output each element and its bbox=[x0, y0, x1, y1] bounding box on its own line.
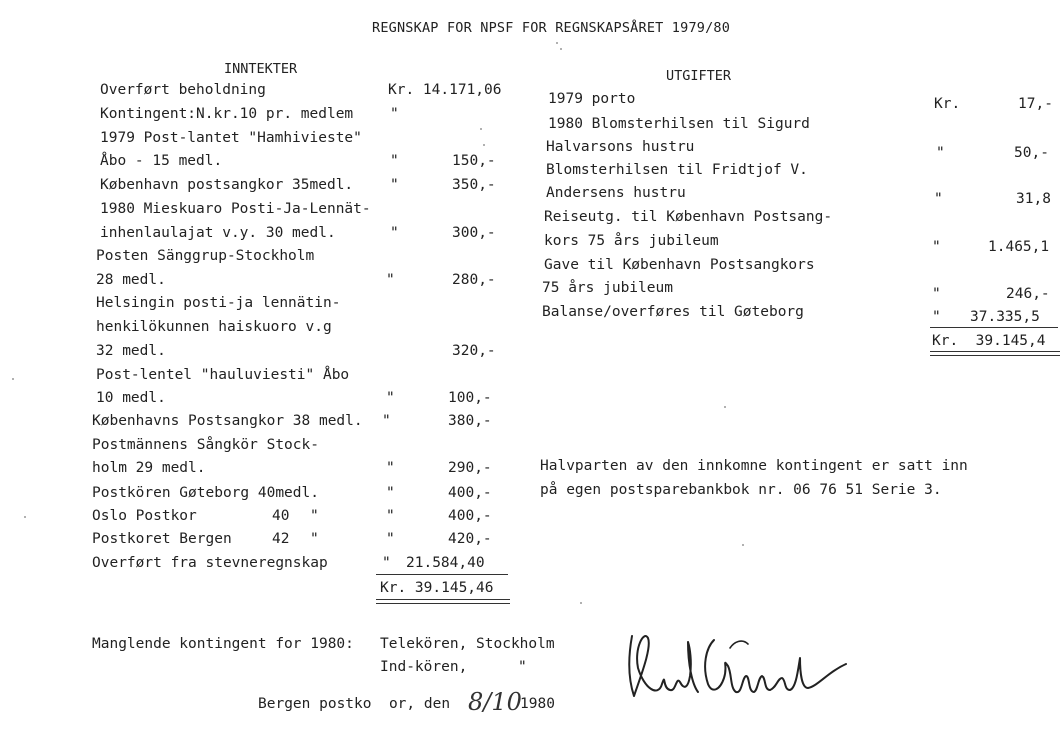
ditto-mark: " bbox=[390, 177, 399, 193]
missing-dues-label: Manglende kontingent for 1980: bbox=[92, 636, 354, 652]
expense-total-rule bbox=[930, 351, 1060, 352]
handwritten-date: 8/10 bbox=[468, 688, 522, 716]
expense-line: Reiseutg. til København Postsang- bbox=[544, 209, 833, 225]
income-amount: 300,- bbox=[452, 225, 496, 241]
missing-dues-item: Telekören, Stockholm bbox=[380, 636, 555, 652]
expense-line: Andersens hustru bbox=[546, 185, 686, 201]
expense-line: Gave til København Postsangkors bbox=[544, 257, 815, 273]
income-heading: INNTEKTER bbox=[224, 61, 298, 77]
ditto-mark: " bbox=[382, 555, 391, 571]
income-line: Københavns Postsangkor 38 medl. bbox=[92, 413, 363, 429]
expense-line: 1980 Blomsterhilsen til Sigurd bbox=[548, 116, 810, 132]
income-amount: Kr. 14.171,06 bbox=[388, 82, 502, 98]
expense-total-rule bbox=[930, 355, 1060, 356]
ditto-mark: " bbox=[932, 286, 941, 302]
income-amount: 21.584,40 bbox=[406, 555, 485, 571]
income-line: inhenlaulajat v.y. 30 medl. bbox=[100, 225, 336, 241]
date-year: 1980 bbox=[520, 696, 555, 712]
expense-amount: 37.335,5 bbox=[970, 309, 1040, 325]
ditto-mark: " bbox=[390, 153, 399, 169]
ditto-mark: " bbox=[390, 225, 399, 241]
ditto-mark: " bbox=[934, 191, 943, 207]
ditto-mark: " bbox=[386, 460, 395, 476]
expense-currency: Kr. bbox=[934, 96, 961, 112]
income-line: Overført beholdning bbox=[100, 82, 266, 98]
income-line: 32 medl. bbox=[96, 343, 166, 359]
ditto-mark: " bbox=[390, 106, 399, 122]
expense-amount: 17,- bbox=[1018, 96, 1053, 112]
income-line: København postsangkor 35medl. bbox=[100, 177, 354, 193]
missing-dues-item: Ind-kören, bbox=[380, 659, 468, 675]
income-line: Åbo - 15 medl. bbox=[100, 153, 223, 169]
expense-line: 75 års jubileum bbox=[542, 280, 673, 296]
member-count: 40 bbox=[272, 508, 290, 524]
income-line: Helsingin posti-ja lennätin- bbox=[96, 295, 341, 311]
document-title: REGNSKAP FOR NPSF FOR REGNSKAPSÅRET 1979/80 bbox=[372, 20, 731, 36]
expense-amount: 31,8 bbox=[1016, 191, 1051, 207]
ditto-mark: " bbox=[936, 145, 945, 161]
note-line: Halvparten av den innkomne kontingent er satt inn bbox=[540, 458, 968, 474]
income-line: 10 medl. bbox=[96, 390, 166, 406]
expense-amount: 1.465,1 bbox=[988, 239, 1050, 255]
expense-amount: 246,- bbox=[1006, 286, 1050, 302]
expenses-heading: UTGIFTER bbox=[666, 68, 732, 84]
income-line: holm 29 medl. bbox=[92, 460, 206, 476]
expense-line: kors 75 års jubileum bbox=[544, 233, 719, 249]
income-amount: 420,- bbox=[448, 531, 492, 547]
income-line: 1979 Post-lantet "Hamhivieste" bbox=[100, 130, 362, 146]
income-amount: 350,- bbox=[452, 177, 496, 193]
income-total: Kr. 39.145,46 bbox=[380, 580, 494, 596]
income-amount: 380,- bbox=[448, 413, 492, 429]
income-line: Post-lentel "hauluviesti" Åbo bbox=[96, 367, 350, 383]
ditto-mark: " bbox=[310, 508, 319, 524]
income-line: Posten Sänggrup-Stockholm bbox=[96, 248, 315, 264]
income-line: Postkoret Bergen bbox=[92, 531, 232, 547]
note-line: på egen postsparebankbok nr. 06 76 51 Serie 3. bbox=[540, 482, 942, 498]
income-line: Kontingent:N.kr.10 pr. medlem bbox=[100, 106, 354, 122]
ditto-mark: " bbox=[518, 659, 527, 675]
income-total-rule bbox=[376, 599, 510, 600]
ditto-mark: " bbox=[386, 485, 395, 501]
expense-line: 1979 porto bbox=[548, 91, 636, 107]
ditto-mark: " bbox=[932, 309, 941, 325]
income-amount: 280,- bbox=[452, 272, 496, 288]
member-count: 42 bbox=[272, 531, 290, 547]
place-date: Bergen postko or, den bbox=[258, 696, 451, 712]
income-amount: 100,- bbox=[448, 390, 492, 406]
income-amount: 400,- bbox=[448, 508, 492, 524]
income-line: Overført fra stevneregnskap bbox=[92, 555, 328, 571]
income-line: 28 medl. bbox=[96, 272, 166, 288]
income-amount: 150,- bbox=[452, 153, 496, 169]
income-total-rule bbox=[376, 603, 510, 604]
ditto-mark: " bbox=[310, 531, 319, 547]
income-line: Postmännens Sångkör Stock- bbox=[92, 437, 319, 453]
income-line: Postkören Gøteborg 40medl. bbox=[92, 485, 319, 501]
expense-line: Balanse/overføres til Gøteborg bbox=[542, 304, 804, 320]
income-amount: 400,- bbox=[448, 485, 492, 501]
income-amount: 290,- bbox=[448, 460, 492, 476]
expense-subtotal-rule bbox=[930, 327, 1058, 328]
income-line: henkilökunnen haiskuoro v.g bbox=[96, 319, 332, 335]
income-line: 1980 Mieskuaro Posti-Ja-Lennät- bbox=[100, 201, 371, 217]
ditto-mark: " bbox=[386, 531, 395, 547]
signature-image bbox=[618, 618, 858, 708]
ditto-mark: " bbox=[386, 390, 395, 406]
income-amount: 320,- bbox=[452, 343, 496, 359]
expense-line: Blomsterhilsen til Fridtjof V. bbox=[546, 162, 808, 178]
ditto-mark: " bbox=[386, 272, 395, 288]
expense-line: Halvarsons hustru bbox=[546, 139, 695, 155]
income-line: Oslo Postkor bbox=[92, 508, 197, 524]
income-subtotal-rule bbox=[376, 574, 508, 575]
ditto-mark: " bbox=[386, 508, 395, 524]
ditto-mark: " bbox=[932, 239, 941, 255]
expense-total: Kr. 39.145,4 bbox=[932, 333, 1046, 349]
ditto-mark: " bbox=[382, 413, 391, 429]
expense-amount: 50,- bbox=[1014, 145, 1049, 161]
